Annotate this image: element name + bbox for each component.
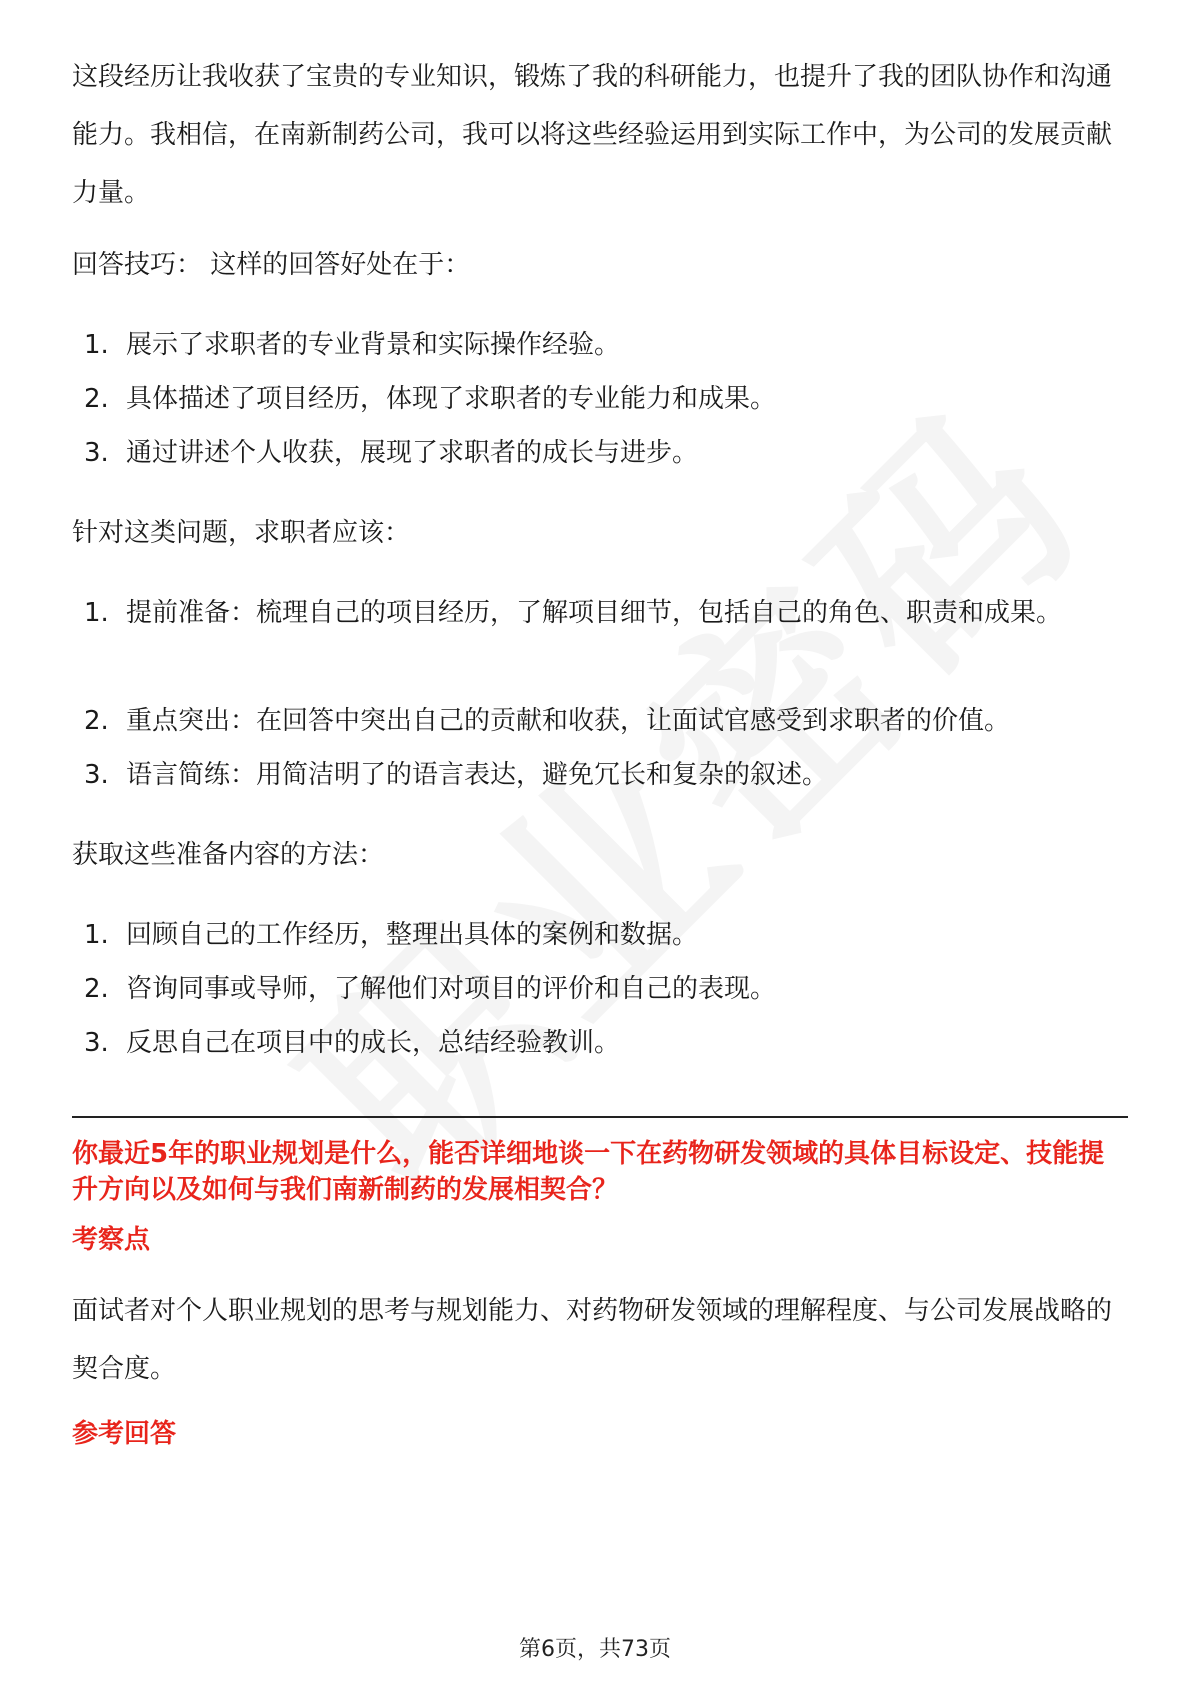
list-number: 3. [84,1028,109,1058]
list-number: 3. [84,760,109,790]
list-item [72,1014,1128,1072]
page-footer: 第6页，共73页 [519,1637,671,1662]
list-item [72,906,1128,964]
list-number: 1. [84,920,109,950]
list-text: 回顾自己的工作经历，整理出具体的案例和数据。 [126,920,699,950]
list-item [72,316,1128,374]
list-item [72,370,1128,428]
list-number: 1. [84,330,109,360]
tips-label: 回答技巧： 这样的回答好处在于： [72,250,471,280]
list-text: 展示了求职者的专业背景和实际操作经验。 [126,330,621,360]
list-text: 重点突出：在回答中突出自己的贡献和收获，让面试官感受到求职者的价值。 [126,706,1011,736]
list-text: 语言简练：用简洁明了的语言表达，避免冗长和复杂的叙述。 [126,760,829,790]
list-number: 2. [84,384,109,414]
list-number: 2. [84,974,109,1004]
interview-question: 你最近5年的职业规划是什么，能否详细地谈一下在药物研发领域的具体目标设定、技能提升方向以及如何与我们南新制药的发展相契合？ [72,1139,1105,1205]
list-number: 3. [84,438,109,468]
assessment-heading: 考察点 [72,1225,151,1255]
list-text: 反思自己在项目中的成长，总结经验教训。 [126,1028,621,1058]
list-item [72,692,1128,750]
list-text: 提前准备：梳理自己的项目经历，了解项目细节，包括自己的角色、职责和成果。 [126,598,1063,628]
intro-paragraph: 这段经历让我收获了宝贵的专业知识，锻炼了我的科研能力，也提升了我的团队协作和沟通能力。我相信，在南新制药公司，我可以将这些经验运用到实际工作中，为公司的发展贡献力量。 [72,62,1113,208]
reference-heading: 参考回答 [72,1419,177,1449]
list-item [72,424,1128,482]
list-item [72,746,1128,804]
list-text: 通过讲述个人收获，展现了求职者的成长与进步。 [126,438,699,468]
list-text: 咨询同事或导师，了解他们对项目的评价和自己的表现。 [126,974,777,1004]
list-item [72,960,1128,1018]
section-divider [72,1116,1128,1118]
list-number: 1. [84,598,109,628]
assessment-text: 面试者对个人职业规划的思考与规划能力、对药物研发领域的理解程度、与公司发展战略的契合度。 [72,1296,1113,1384]
list-number: 2. [84,706,109,736]
list-item [72,584,1128,642]
list-text: 具体描述了项目经历，体现了求职者的专业能力和成果。 [126,384,777,414]
methods-label: 获取这些准备内容的方法： [72,840,385,870]
should-label: 针对这类问题，求职者应该： [72,518,411,548]
